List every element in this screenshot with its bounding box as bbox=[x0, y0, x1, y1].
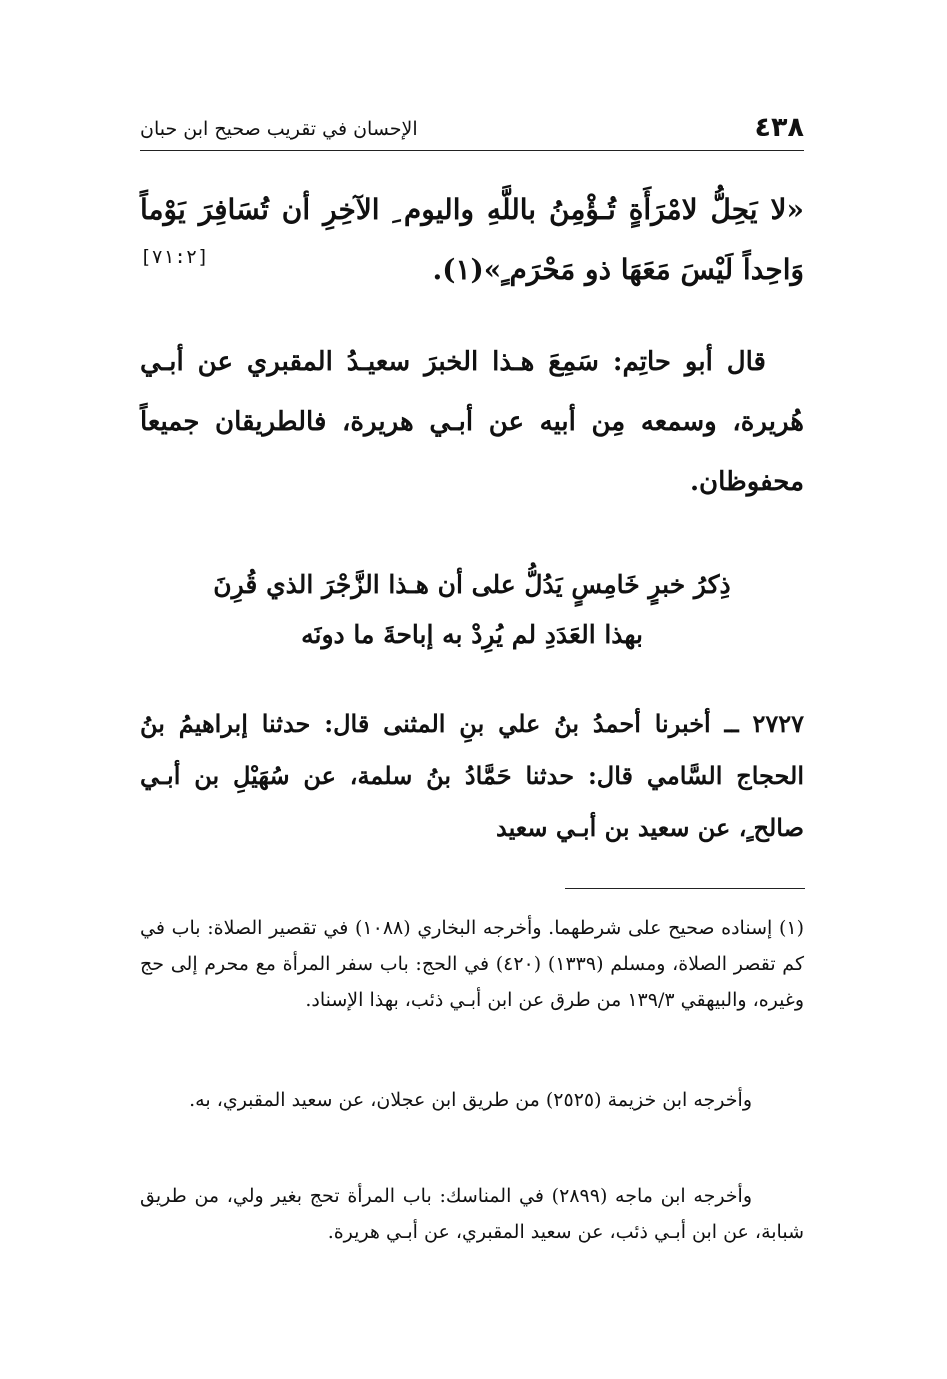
page-header bbox=[140, 112, 804, 151]
chapter-heading-line-2: بهذا العَدَدِ لم يُرِدْ به إباحةَ ما دونَه bbox=[301, 620, 643, 649]
footnote-1: (١) إسناده صحيح على شرطهما. وأخرجه البخاري (١٠٨٨) في تقصير الصلاة: باب في كم تقصر الصلاة، ومسلم (١٣٣٩) (٤٢٠) في الحج: باب سفر المرأة مع محرم إلى حج وغيره، والبيهقي ١٣٩/٣ من طرق عن ابن أبـي ذئب، بهذا الإسناد. bbox=[140, 917, 804, 1011]
footnote-separator bbox=[565, 888, 805, 889]
chapter-heading bbox=[140, 560, 804, 660]
footnote-2 bbox=[140, 1082, 804, 1118]
footnote-3-text: وأخرجه ابن ماجه (٢٨٩٩) في المناسك: باب المرأة تحج بغير ولي، من طريق شبابة، عن ابن أبـي ذئب، عن سعيد المقبري، عن أبـي هريرة. bbox=[140, 1185, 804, 1243]
citation-reference: [٧١:٢] bbox=[140, 246, 209, 268]
page-number: ٤٣٨ bbox=[754, 112, 804, 143]
footnote-2-text: وأخرجه ابن خزيمة (٢٥٢٥) من طريق ابن عجلان، عن سعيد المقبري، به. bbox=[189, 1089, 752, 1111]
running-title: الإحسان في تقريب صحيح ابن حبان bbox=[140, 118, 418, 140]
chapter-heading-line-1: ذِكرُ خبرٍ خَامِسٍ يَدُلُّ على أن هـذا الزَّجْرَ الذي قُرِنَ bbox=[213, 570, 731, 599]
commentary-text: قال أبو حاتِم: سَمِعَ هـذا الخبرَ سعيـدُ المقبري عن أبـي هُريرة، وسمعه مِن أبيه عن أبـي هريرة، فالطريقان جميعاً محفوظان. bbox=[140, 347, 804, 497]
hadith-text: «لا يَحِلُّ لامْرَأَةٍ تُـؤْمِنُ باللَّهِ واليوم ِ الآخِرِ أن تُسَافِرَ يَوْماً وَاحِداً لَيْسَ مَعَهَا ذو مَحْرَم ٍ»(١). bbox=[140, 193, 804, 286]
footnote-3 bbox=[140, 1178, 804, 1250]
isnad-paragraph: ٢٧٢٧ ــ أخبرنا أحمدُ بنُ علي بنِ المثنى قال: حدثنا إبراهيمُ بنُ الحجاج السَّامي قال: حدثنا حَمَّادُ بنُ سلمة، عن سُهَيْلِ بن أبـي صالح ٍ، عن سعيد بن أبـي سعيد bbox=[140, 709, 804, 842]
commentary-paragraph bbox=[140, 332, 804, 512]
